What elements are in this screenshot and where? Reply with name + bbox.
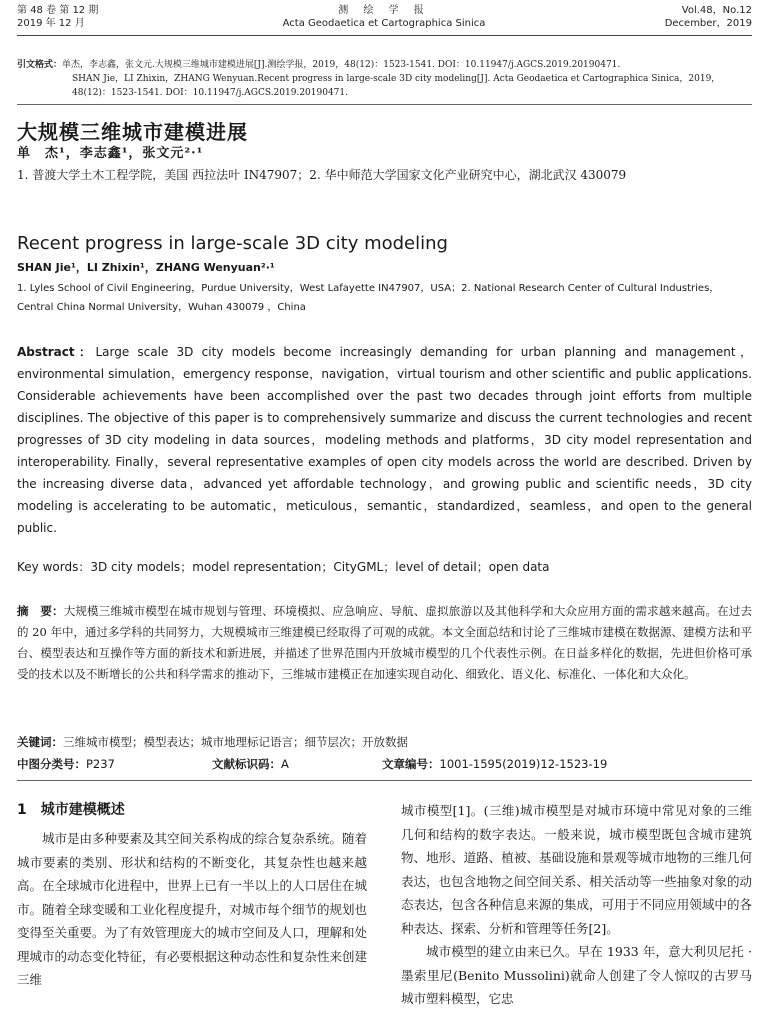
running-header-volume-en: [665, 4, 752, 30]
article-number: [382, 755, 607, 773]
authors-cn: 单 杰¹，李志鑫¹，张文元²·¹: [17, 146, 204, 161]
body-column-left: [17, 799, 367, 992]
citation-text-en: SHAN Jie，LI Zhixin，ZHANG Wenyuan.Recent progress in large-scale 3D city modeling[J]. Acta Geodaetica et Cartographica Sinica，2019，48(12)：1523-1541. DOI：10.11947/j.AGCS.2019.20190471.: [72, 74, 721, 98]
keywords-en-label: Key words：: [17, 560, 91, 574]
affiliations-cn: 1. 普渡大学土木工程学院，美国 西拉法叶 IN47907；2. 华中师范大学国家文化产业研究中心，湖北武汉 430079: [17, 168, 627, 182]
citation-text-cn: 单杰，李志鑫，张文元.大规模三维城市建模进展[J].测绘学报，2019，48(12)：1523-1541. DOI：10.11947/j.AGCS.2019.20190471.: [62, 60, 621, 70]
article-number-label: 文章编号：: [382, 757, 440, 771]
clc-label: 中图分类号：: [17, 757, 86, 771]
journal-title-en: Acta Geodaetica et Cartographica Sinica: [282, 18, 486, 29]
volume-issue-en: Vol.48，No.12: [681, 5, 752, 16]
keywords-cn-text: 三维城市模型；模型表达；城市地理标记语言；细节层次；开放数据: [63, 735, 408, 749]
keywords-en-text: 3D city models；model representation；CityGML；level of detail；open data: [90, 560, 550, 574]
affiliations-en: 1. Lyles School of Civil Engineering，Purdue University，West Lafayette IN47907，USA；2. National Research Center of Cultural Industries，Central China Normal University，Wuhan 430079 ，China: [17, 283, 720, 313]
citation-label: 引文格式：: [17, 60, 63, 70]
keywords-cn-label: 关键词：: [17, 735, 63, 749]
authors-en: SHAN Jie¹，LI Zhixin¹，ZHANG Wenyuan²·¹: [17, 261, 275, 274]
abstract-en-label: Abstract：: [17, 345, 96, 359]
keywords-cn: [17, 733, 752, 751]
abstract-en-text: Large scale 3D city models become increasingly demanding for urban planning and management，environmental simulation，emergency response，navigation，virtual tourism and other scientific and public applications. Considerable achievements have been accomplished over the past two decades through joint efforts from multiple disciplines. The objective of this paper is to comprehensively summarize and discuss the current technologies and recent progresses of 3D city modeling in data sources，modeling methods and platforms，3D city model representation and interoperability. Finally，several representative examples of open city models across the world are described. Driven by the increasing diverse data，advanced yet affordable technology，and growing public and scientific needs，3D city modeling is accelerating to be automatic，meticulous，semantic，standardized，seamless，and open to the general public.: [17, 345, 753, 535]
body-rule: [17, 780, 752, 781]
paper-title-cn: 大规模三维城市建模进展: [17, 120, 248, 144]
running-header-journal: [0, 4, 768, 30]
abstract-cn-label: 摘 要：: [17, 604, 64, 618]
keywords-en: [17, 558, 752, 576]
body-paragraph: 城市模型的建立由来已久。早在 1933 年，意大利贝尼托 · 墨索里尼(Benito Mussolini)就命人创建了令人惊叹的古罗马城市塑料模型，它忠: [401, 944, 752, 1006]
abstract-cn: [17, 601, 752, 685]
clc-number: [17, 755, 115, 773]
abstract-en: [17, 341, 752, 539]
citation-rule: [17, 104, 752, 105]
body-column-right: [401, 799, 752, 1011]
article-number-value: 1001-1595(2019)12-1523-19: [439, 757, 608, 771]
body-paragraph-continued: 城市模型[1]。(三维)城市模型是对城市环境中常见对象的三维几何和结构的数字表达。一般来说，城市模型既包含城市建筑物、地形、道路、植被、基础设施和景观等城市地物的三维几何表达，也包含地物之间空间关系、相关活动等一些抽象对象的动态表达，包含各种信息来源的集成，可用于不同应用领域中的各种表达、探索、分析和管理等任务[2]。: [401, 803, 752, 936]
clc-value: P237: [86, 757, 115, 771]
document-code: [212, 755, 289, 773]
issue-date: 2019 年 12 月: [17, 18, 85, 29]
doc-code-value: A: [281, 757, 289, 771]
header-rule: [17, 35, 752, 36]
journal-title-cn: 测 绘 学 报: [338, 5, 430, 16]
volume-issue: 第 48 卷 第 12 期: [17, 5, 99, 16]
section-heading: 1 城市建模概述: [17, 802, 125, 818]
citation-block: [17, 58, 752, 100]
abstract-cn-text: 大规模三维城市模型在城市规划与管理、环境模拟、应急响应、导航、虚拟旅游以及其他科学和大众应用方面的需求越来越高。在过去的 20 年中，通过多学科的共同努力，大规模城市三维建模已经取得了可观的成就。本文全面总结和讨论了三维城市建模在数据源、建模方法和平台、模型表达和互操作等方面的新技术和新进展，并描述了世界范围内开放城市模型的几个代表性示例。在日益多样化的数据，先进但价格可承受的技术以及不断增长的公共和科学需求的推动下，三维城市建模正在加速实现自动化、细致化、语义化、标准化、一体化和大众化。: [17, 604, 753, 681]
paper-title-en: Recent progress in large-scale 3D city modeling: [17, 233, 448, 254]
doc-code-label: 文献标识码：: [212, 757, 281, 771]
body-paragraph: 城市是由多种要素及其空间关系构成的综合复杂系统。随着城市要素的类别、形状和结构的不断变化，其复杂性也越来越高。在全球城市化进程中，世界上已有一半以上的人口居住在城市。随着全球变暖和工业化程度提升，对城市每个细节的规划也变得至关重要。为了有效管理庞大的城市空间及人口，理解和处理城市的动态变化特征，有必要根据这种动态性和复杂性来创建三维: [17, 831, 368, 987]
issue-date-en: December，2019: [664, 18, 752, 29]
